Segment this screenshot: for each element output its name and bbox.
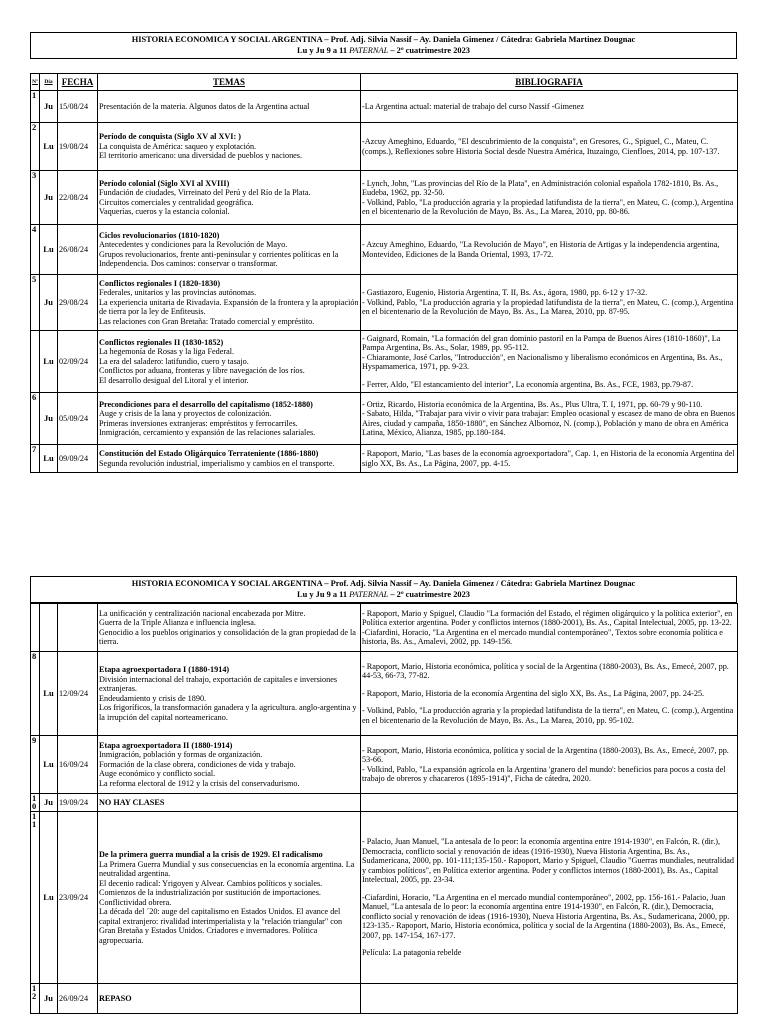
- table-row: [31, 652, 738, 736]
- topic-line: Los frigoríficos, la transformación ganadera y la agricultura. anglo-argentina y la irrupción del capital norteamericano.: [99, 703, 357, 722]
- row-topics: [98, 171, 361, 225]
- row-day: Ju: [40, 984, 58, 1014]
- topic-line: Conflictos por aduana, fronteras y libre navegación de los ríos.: [99, 366, 305, 376]
- topic-line: La reforma electoral de 1912 y la crisis del conservadurismo.: [99, 778, 300, 788]
- bibliography-entry: - Volkind, Pablo, "La producción agraria y la propiedad latifundista de la tierra", en Mateu, C. (comp.), Argentina en el bicentenario de la Revolución de Mayo, Bs. As., La Marea, 2010, pp. 95-102.: [362, 706, 734, 725]
- topic-line: Guerra de la Triple Alianza e influencia inglesa.: [99, 618, 256, 627]
- topic-line: Inmigración, población y formas de organización.: [99, 750, 263, 760]
- course-header-2: [30, 576, 737, 603]
- course-schedule: Lu y Ju 9 a 11 PATERNAL – 2º cuatrimestre 2023: [297, 46, 470, 55]
- col-dia: Día: [40, 74, 58, 91]
- row-day: Lu: [40, 123, 58, 171]
- row-topics: [98, 652, 361, 736]
- row-date: 29/08/24: [58, 275, 98, 331]
- bibliography-entry: - Sabato, Hilda, "Trabajar para vivir o vivir para trabajar: Empleo ocasional y escasez de mano de obra en Buenos Aires, ciudad y campaña, 1850-1880", en Sánchez Albornoz, N. (comp.), Población y mano de obra en América Latina, México, Alianza, 1985, pp.180-184.: [362, 409, 735, 437]
- topic-title: De la primera guerra mundial a la crisis de 1929. El radicalismo: [99, 850, 323, 859]
- row-number: 5: [31, 275, 40, 331]
- bibliography-entry: -Azcuy Ameghino, Eduardo, "El descubrimiento de la conquista", en Gresores, G., Spiguel, C., Mateu, C. (comps.), Reflexiones sobre Historia Social desde Nuestra América, Ituzaingo, Cienfloes, 2014, pp. 107-137.: [362, 137, 720, 156]
- row-number: 1: [31, 91, 40, 123]
- topic-title: Etapa agroexportadora I (1880-1914): [99, 665, 230, 674]
- row-date: 26/08/24: [58, 225, 98, 275]
- table-row: [31, 123, 738, 171]
- row-topics: [98, 393, 361, 445]
- topic-line: La experiencia unitaria de Rivadavia. Expansión de la frontera y la apropiación de tierra por la ley de Enfiteusis.: [99, 297, 359, 317]
- row-number: 11: [31, 812, 40, 984]
- row-day: Ju: [40, 275, 58, 331]
- table-row: [31, 604, 738, 652]
- row-topics: [98, 445, 361, 473]
- row-bibliography: [361, 812, 738, 984]
- table-row: [31, 171, 738, 225]
- row-day: Lu: [40, 652, 58, 736]
- topic-line: Antecedentes y condiciones para la Revolución de Mayo.: [99, 240, 288, 249]
- row-topics: [98, 225, 361, 275]
- table-row: [31, 794, 738, 812]
- bibliography-entry: Película: La patagonia rebelde: [362, 948, 462, 958]
- row-day: Ju: [40, 171, 58, 225]
- row-date: 12/09/24: [58, 652, 98, 736]
- col-fecha: FECHA: [58, 74, 98, 91]
- row-day: Ju: [40, 794, 58, 812]
- row-number: 2: [31, 123, 40, 171]
- topic-title: Conflictos regionales I (1820-1830): [99, 278, 221, 288]
- bibliography-entry: - Lynch, John, "Las provincias del Río de la Plata", en Administración colonial española 1782-1810, Bs. As., Eudeba, 1962, pp. 32-50.: [362, 178, 719, 197]
- topic-line: Conflictividad obrera.: [99, 897, 172, 907]
- row-bibliography: [361, 794, 738, 812]
- row-topics: [98, 331, 361, 393]
- col-bibliografia: BIBLIOGRAFIA: [361, 74, 738, 91]
- course-title: HISTORIA ECONOMICA Y SOCIAL ARGENTINA – Prof. Adj. Silvia Nassif – Ay. Daniela Gimenez / Cátedra: Gabriela Martinez Dougnac: [131, 35, 636, 44]
- table-row: [31, 984, 738, 1014]
- row-topics: [98, 275, 361, 331]
- row-date: 15/08/24: [58, 91, 98, 123]
- col-temas: TEMAS: [98, 74, 361, 91]
- row-number: 4: [31, 225, 40, 275]
- row-bibliography: [361, 123, 738, 171]
- topic-line: Circuitos comerciales y centralidad geográfica.: [99, 197, 254, 207]
- row-number: 12: [31, 984, 40, 1014]
- schedule-table: [30, 73, 738, 473]
- table-row: [31, 812, 738, 984]
- course-header: [30, 32, 737, 59]
- topic-title: Precondiciones para el desarrollo del capitalismo (1852-1880): [99, 399, 313, 409]
- bibliography-entry: - Rapoport, Mario y Spiguel, Claudio "La formación del Estado, el régimen oligárquico y la política exterior", en Política exterior argentina. Poder y conflictos internos (1880-2001), Bs. As., Capital Intelectual, 2005, pp. 13-22.: [362, 608, 733, 627]
- topic-line: Fundación de ciudades, Virreinato del Perú y del Río de la Plata.: [99, 188, 311, 197]
- topic-title: Período de conquista (Siglo XV al XVI: ): [99, 132, 241, 142]
- row-date: 09/09/24: [58, 445, 98, 473]
- topic-title: Ciclos revolucionarios (1810-1820): [99, 230, 220, 240]
- topic-line: Genocidio a los pueblos originarios y consolidación de la gran propiedad de la tierra.: [99, 627, 356, 646]
- course-title-2: HISTORIA ECONOMICA Y SOCIAL ARGENTINA – Prof. Adj. Silvia Nassif – Ay. Daniela Gimenez / Cátedra: Gabriela Martinez Dougnac: [131, 579, 636, 588]
- topic-line: Las relaciones con Gran Bretaña: Tratado comercial y empréstito.: [99, 316, 315, 326]
- table-row: [31, 225, 738, 275]
- topic-line: Auge y crisis de la lana y proyectos de colonización.: [99, 409, 272, 418]
- topic-line: Comienzos de la industrialización por sustitución de importaciones.: [99, 888, 321, 897]
- row-day: Ju: [40, 91, 58, 123]
- bibliography-entry: - Chiaramonte, José Carlos, "Introducción", en Nacionalismo y liberalismo económicos en Argentina, Bs. As., Hyspamamerica, 1971, pp. 9-23.: [362, 352, 723, 372]
- topic-title: REPASO: [99, 993, 132, 1003]
- topic-line: Federales, unitarios y las provincias autónomas.: [99, 288, 257, 298]
- course-schedule-2: Lu y Ju 9 a 11 PATERNAL – 2º cuatrimestre 2023: [297, 590, 470, 599]
- row-date: 23/09/24: [58, 812, 98, 984]
- bibliography-entry: - Rapoport, Mario, "Las bases de la economía agroexportadora", Cap. 1, en Historia de la economía Argentina del siglo XX, Bs. As., La Página, 2007, pp. 4-15.: [362, 449, 735, 468]
- row-bibliography: [361, 984, 738, 1014]
- row-topics: [98, 604, 361, 652]
- topic-line: Primeras inversiones extranjeras: empréstitos y ferrocarriles.: [99, 418, 298, 428]
- bibliography-entry: -La Argentina actual: material de trabajo del curso Nassif -Gimenez: [362, 101, 584, 111]
- row-day: Lu: [40, 225, 58, 275]
- row-topics: [98, 984, 361, 1014]
- topic-title: NO HAY CLASES: [99, 797, 165, 807]
- row-bibliography: [361, 91, 738, 123]
- schedule-page-1: [30, 32, 737, 473]
- row-topics: [98, 91, 361, 123]
- row-number: 7: [31, 445, 40, 473]
- topic-title: Período colonial (Siglo XVI al XVIII): [99, 178, 230, 188]
- row-day: Lu: [40, 445, 58, 473]
- row-number: 6: [31, 393, 40, 445]
- row-topics: [98, 123, 361, 171]
- row-bibliography: [361, 393, 738, 445]
- row-number: 3: [31, 171, 40, 225]
- row-bibliography: [361, 445, 738, 473]
- bibliography-entry: - Azcuy Ameghino, Eduardo, "La Revolución de Mayo", en Historia de Artigas y la independencia argentina, Montevideo, Ediciones de la Banda Oriental, 1993, 17-72.: [362, 240, 720, 259]
- topic-line: Auge económico y conflicto social.: [99, 769, 216, 779]
- topic-line: La conquista de América: saqueo y explotación.: [99, 141, 257, 151]
- row-day: Lu: [40, 331, 58, 393]
- schedule-table-2: [30, 603, 738, 1014]
- bibliography-entry: - Palacio, Juan Manuel, "La antesala de lo peor: la economía argentina entre 1914-1930", en Falcón, R. (dir.), Democracia, conflicto social y renovación de ideas (1916-1930), Nueva Historia Argentina, Bs. As., Sudamericana, 2000, pp. 101-111;135-150.- Rapoport, Mario y Spiguel, Claudio "Guerras mundiales, neutralidad y cambios políticos", en Política exterior argentina. Poder y conflictos internos (1880-2001), Bs. As., Capital Intelectual, 2005, pp. 23-34.: [362, 837, 735, 885]
- row-bibliography: [361, 331, 738, 393]
- row-date: 05/09/24: [58, 393, 98, 445]
- row-number: [31, 331, 40, 393]
- row-bibliography: [361, 171, 738, 225]
- row-topics: [98, 794, 361, 812]
- topic-title: Conflictos regionales II (1830-1852): [99, 337, 224, 347]
- row-number: 8: [31, 652, 40, 736]
- row-day: Lu: [40, 736, 58, 794]
- topic-line: El territorio americano: una diversidad de pueblos y naciones.: [99, 151, 303, 161]
- table-row: [31, 736, 738, 794]
- topic-title: Etapa agroexportadora II (1880-1914): [99, 740, 233, 750]
- row-number: 10: [31, 794, 40, 812]
- bibliography-entry: - Rapoport, Mario, Historia de la economía Argentina del siglo XX, Bs. As., La Página, 2007, pp. 24-25.: [362, 688, 705, 698]
- table-row: [31, 331, 738, 393]
- topic-line: Segunda revolución industrial, imperialismo y cambios en el transporte.: [99, 458, 335, 468]
- topic-line: La hegemonía de Rosas y la liga Federal.: [99, 347, 235, 357]
- row-bibliography: [361, 225, 738, 275]
- row-date: 19/08/24: [58, 123, 98, 171]
- topic-line: El decenio radical: Yrigoyen y Alvear. Cambios políticos y sociales.: [99, 878, 323, 888]
- bibliography-entry: - Ortiz, Ricardo, Historia económica de la Argentina, Bs. As., Plus Ultra, T. I, 1971, pp. 60-79 y 90-110.: [362, 399, 703, 409]
- row-day: [40, 604, 58, 652]
- bibliography-entry: -Ciafardini, Horacio, "La Argentina en el mercado mundial contemporáneo", 2002, pp. 156-161.- Palacio, Juan Manuel, "La antesala de lo peor: la economía argentina entre 1914-1930", en Falcón, R. (dir.), Democracia, conflicto social y renovación de ideas (1916-1930), Nueva Historia Argentina, Bs. As., Sudamericana, 2000, pp. 123-135.- Rapoport, Mario, Historia económica, política y social de la Argentina (1880-2003), Bs. As., Emecé, 2007, pp. 147-154, 167-177.: [362, 892, 730, 940]
- row-bibliography: [361, 275, 738, 331]
- col-num: Nº: [31, 74, 40, 91]
- topic-line: Vaquerías, cueros y la estancia colonial.: [99, 207, 230, 216]
- row-date: 19/09/24: [58, 794, 98, 812]
- row-date: 02/09/24: [58, 331, 98, 393]
- schedule-page-2: [30, 576, 737, 1014]
- row-day: Lu: [40, 812, 58, 984]
- topic-line: La era del saladero: latifundio, cuero y tasajo.: [99, 356, 249, 366]
- row-date: [58, 604, 98, 652]
- row-date: 22/08/24: [58, 171, 98, 225]
- topic-line: Formación de la clase obrera, condiciones de vida y trabajo.: [99, 759, 296, 769]
- bibliography-entry: - Volkind, Pablo, "La producción agraria y la propiedad latifundista de la tierra", en Mateu, C. (comp.), Argentina en el bicentenario de la Revolución de Mayo, Bs. As., La Marea, 2010, pp. 87-95.: [362, 297, 734, 317]
- table-row: [31, 275, 738, 331]
- table-header-row: [31, 74, 738, 91]
- bibliography-entry: - Gaignard, Romain, "La formación del gran dominio pastoril en la Pampa de Buenos Aires (1810-1860)", La Pampa Argentina, Bs. As., Solar, 1989, pp. 95-112.: [362, 333, 721, 353]
- bibliography-entry: - Rapoport, Mario, Historia económica, política y social de la Argentina (1880-2003), Bs. As., Emecé, 2007, pp. 44-53, 66-73, 77-82.: [362, 661, 729, 681]
- bibliography-entry: - Volkind, Pablo, "La producción agraria y la propiedad latifundista de la tierra", en Mateu, C. (comp.), Argentina en el bicentenario de la Revolución de Mayo, Bs. As., La Marea, 2010, pp. 80-86.: [362, 197, 734, 216]
- bibliography-entry: - Rapoport, Mario, Historia económica, política y social de la Argentina (1880-2003), Bs. As., Emecé, 2007, pp. 53-66.: [362, 745, 729, 764]
- bibliography-entry: - Volkind, Pablo, "La expansión agrícola en la Argentina 'granero del mundo': beneficios para pocos a costa del trabajo de obreros y chacareros (1895-1914)", Ficha de cátedra, 2020.: [362, 764, 726, 783]
- bibliography-entry: - Ferrer, Aldo, "El estancamiento del interior", La economía argentina, Bs. As., FCE, 1983, pp.79-87.: [362, 379, 694, 389]
- topic-line: División internacional del trabajo, exportación de capitales e inversiones extranjeras.: [99, 674, 338, 693]
- bibliography-entry: -Ciafardini, Horacio, "La Argentina en el mercado mundial contemporáneo", Textos sobre economía política e historia, Bs. As., Amalevi, 2002, pp. 149-156.: [362, 627, 723, 646]
- row-bibliography: [361, 652, 738, 736]
- topic-line: Presentación de la materia. Algunos datos de la Argentina actual: [99, 101, 310, 111]
- topic-line: El desarrollo desigual del Litoral y el interior.: [99, 375, 249, 385]
- topic-line: La unificación y centralización nacional encabezada por Mitre.: [99, 608, 306, 618]
- table-row: [31, 393, 738, 445]
- row-day: Ju: [40, 393, 58, 445]
- row-topics: [98, 736, 361, 794]
- bibliography-entry: - Gastiazoro, Eugenio, Historia Argentina, T. II, Bs. As., ágora, 1980, pp. 6-12 y 17-32.: [362, 288, 648, 298]
- row-date: 26/09/24: [58, 984, 98, 1014]
- topic-line: Grupos revolucionarios, frente anti-peninsular y corrientes políticas en la Independencia. Dos caminos: conservar o transformar.: [99, 249, 339, 268]
- topic-line: Inmigración, cercamiento y expansión de las relaciones salariales.: [99, 428, 316, 437]
- row-bibliography: [361, 736, 738, 794]
- row-bibliography: [361, 604, 738, 652]
- topic-line: Endeudamiento y crisis de 1890.: [99, 693, 207, 703]
- table-row: [31, 445, 738, 473]
- topic-line: La década del ´20: auge del capitalismo en Estados Unidos. El avance del capital extranjero: rivalidad interimperialista y la "relación triangular" con Gran Bretaña y Estados Unidos. Criadores e invernadores. Política agropecuaria.: [99, 907, 343, 945]
- row-date: 16/09/24: [58, 736, 98, 794]
- row-number: 9: [31, 736, 40, 794]
- row-number: [31, 604, 40, 652]
- table-row: [31, 91, 738, 123]
- topic-line: La Primera Guerra Mundial y sus consecuencias en la economía argentina. La neutralidad argentina.: [99, 859, 355, 878]
- topic-title: Constitución del Estado Oligárquico Terrateniente (1886-1880): [99, 449, 319, 458]
- row-topics: [98, 812, 361, 984]
